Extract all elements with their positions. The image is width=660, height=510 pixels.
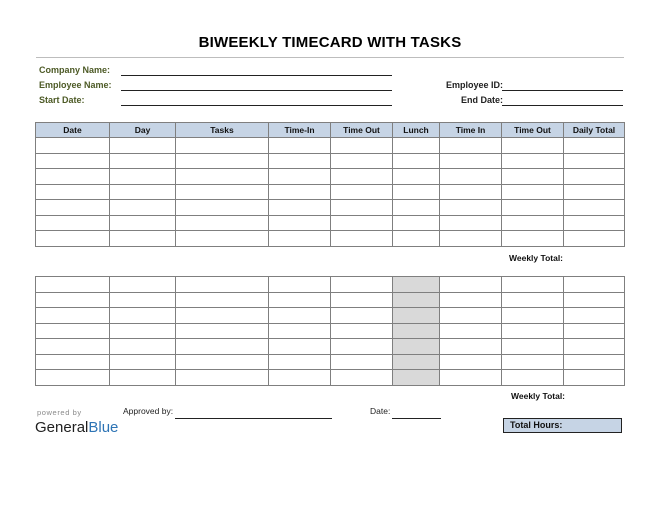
week2-cell-time-in[interactable] xyxy=(269,292,331,308)
employee-id-label: Employee ID: xyxy=(446,80,504,90)
week2-cell-date[interactable] xyxy=(36,323,110,339)
week1-cell-tasks[interactable] xyxy=(176,138,269,154)
col-time-in: Time-In xyxy=(269,123,331,138)
page-title: BIWEEKLY TIMECARD WITH TASKS xyxy=(198,34,462,51)
week1-timecard-table xyxy=(35,122,625,247)
week1-cell-date[interactable] xyxy=(36,138,110,154)
week2-cell-time-out[interactable] xyxy=(331,323,393,339)
week1-cell-time-out-2[interactable] xyxy=(502,184,564,200)
week2-cell-lunch[interactable] xyxy=(393,354,440,370)
week2-cell-tasks[interactable] xyxy=(176,308,269,324)
week2-cell-time-out[interactable] xyxy=(331,354,393,370)
week2-cell-lunch[interactable] xyxy=(393,292,440,308)
week1-header-row xyxy=(36,123,625,138)
week1-cell-tasks[interactable] xyxy=(176,153,269,169)
week2-cell-daily-total[interactable] xyxy=(564,354,625,370)
week1-cell-time-in[interactable] xyxy=(269,169,331,185)
week1-cell-time-out-2[interactable] xyxy=(502,169,564,185)
week2-cell-lunch[interactable] xyxy=(393,339,440,355)
week2-weekly-total-label: Weekly Total: xyxy=(511,391,566,401)
approved-by-label: Approved by: xyxy=(123,406,174,416)
company-name-label: Company Name: xyxy=(39,65,111,75)
employee-id-field[interactable] xyxy=(502,90,623,91)
week2-cell-date[interactable] xyxy=(36,308,110,324)
week2-cell-date[interactable] xyxy=(36,292,110,308)
week1-cell-day[interactable] xyxy=(110,200,176,216)
week2-row xyxy=(36,292,625,308)
week2-cell-day[interactable] xyxy=(110,323,176,339)
week1-cell-tasks[interactable] xyxy=(176,200,269,216)
week2-row xyxy=(36,339,625,355)
week2-cell-time-in-2[interactable] xyxy=(440,370,502,386)
week1-cell-time-out[interactable] xyxy=(331,231,393,247)
start-date-label: Start Date: xyxy=(39,95,85,105)
week1-cell-lunch[interactable] xyxy=(393,184,440,200)
week1-cell-time-out-2[interactable] xyxy=(502,153,564,169)
week1-cell-time-in-2[interactable] xyxy=(440,184,502,200)
week2-cell-tasks[interactable] xyxy=(176,323,269,339)
week1-row xyxy=(36,215,625,231)
week1-cell-tasks[interactable] xyxy=(176,169,269,185)
week2-timecard-table xyxy=(35,276,625,386)
week1-cell-tasks[interactable] xyxy=(176,184,269,200)
week1-cell-daily-total[interactable] xyxy=(564,231,625,247)
week2-row xyxy=(36,370,625,386)
week1-weekly-total-label: Weekly Total: xyxy=(509,253,564,263)
week1-cell-time-in-2[interactable] xyxy=(440,138,502,154)
week2-cell-time-out-2[interactable] xyxy=(502,292,564,308)
week2-cell-date[interactable] xyxy=(36,277,110,293)
week2-cell-time-in[interactable] xyxy=(269,323,331,339)
col-time-out-2: Time Out xyxy=(502,123,564,138)
week2-cell-time-in-2[interactable] xyxy=(440,292,502,308)
week2-cell-date[interactable] xyxy=(36,354,110,370)
week1-cell-date[interactable] xyxy=(36,153,110,169)
week1-cell-time-out[interactable] xyxy=(331,169,393,185)
week2-cell-time-in-2[interactable] xyxy=(440,308,502,324)
week1-cell-lunch[interactable] xyxy=(393,153,440,169)
week1-cell-time-in[interactable] xyxy=(269,184,331,200)
col-date: Date xyxy=(36,123,110,138)
week2-cell-time-out-2[interactable] xyxy=(502,339,564,355)
week1-cell-time-in[interactable] xyxy=(269,153,331,169)
approval-date-field[interactable] xyxy=(392,418,441,419)
week2-cell-tasks[interactable] xyxy=(176,370,269,386)
week1-cell-daily-total[interactable] xyxy=(564,169,625,185)
week1-cell-time-out[interactable] xyxy=(331,215,393,231)
week1-row xyxy=(36,200,625,216)
week1-cell-lunch[interactable] xyxy=(393,231,440,247)
employee-name-field[interactable] xyxy=(121,90,392,91)
week2-cell-lunch[interactable] xyxy=(393,277,440,293)
week1-cell-daily-total[interactable] xyxy=(564,184,625,200)
week1-cell-time-in[interactable] xyxy=(269,138,331,154)
col-lunch: Lunch xyxy=(393,123,440,138)
week1-cell-tasks[interactable] xyxy=(176,231,269,247)
week2-cell-lunch[interactable] xyxy=(393,308,440,324)
week2-cell-daily-total[interactable] xyxy=(564,308,625,324)
approval-date-label: Date: xyxy=(370,406,391,416)
week2-cell-tasks[interactable] xyxy=(176,339,269,355)
week1-cell-lunch[interactable] xyxy=(393,138,440,154)
week1-cell-time-out-2[interactable] xyxy=(502,231,564,247)
total-hours-box[interactable] xyxy=(503,418,622,433)
week2-cell-tasks[interactable] xyxy=(176,354,269,370)
week2-cell-day[interactable] xyxy=(110,292,176,308)
week2-cell-time-out-2[interactable] xyxy=(502,308,564,324)
total-hours-label: Total Hours: xyxy=(510,420,563,430)
week1-cell-lunch[interactable] xyxy=(393,169,440,185)
week2-cell-time-in-2[interactable] xyxy=(440,277,502,293)
week2-cell-time-out-2[interactable] xyxy=(502,277,564,293)
week2-cell-day[interactable] xyxy=(110,308,176,324)
powered-by-text: powered by xyxy=(37,408,82,417)
week2-cell-daily-total[interactable] xyxy=(564,323,625,339)
week2-cell-time-out[interactable] xyxy=(331,292,393,308)
week2-cell-daily-total[interactable] xyxy=(564,339,625,355)
week1-row xyxy=(36,169,625,185)
week1-cell-time-in-2[interactable] xyxy=(440,200,502,216)
col-time-in-2: Time In xyxy=(440,123,502,138)
week1-cell-daily-total[interactable] xyxy=(564,153,625,169)
week1-cell-day[interactable] xyxy=(110,153,176,169)
week1-cell-date[interactable] xyxy=(36,215,110,231)
week2-cell-date[interactable] xyxy=(36,370,110,386)
week1-row xyxy=(36,184,625,200)
title-divider xyxy=(36,57,624,58)
generalblue-logo xyxy=(35,419,118,436)
week1-cell-time-out-2[interactable] xyxy=(502,215,564,231)
week1-cell-time-in[interactable] xyxy=(269,215,331,231)
week2-row xyxy=(36,354,625,370)
week1-row xyxy=(36,153,625,169)
end-date-field[interactable] xyxy=(502,105,623,106)
week1-cell-time-in-2[interactable] xyxy=(440,153,502,169)
week2-cell-time-in[interactable] xyxy=(269,308,331,324)
approved-by-field[interactable] xyxy=(175,418,332,419)
week2-cell-tasks[interactable] xyxy=(176,277,269,293)
week1-cell-lunch[interactable] xyxy=(393,200,440,216)
week2-cell-time-out[interactable] xyxy=(331,308,393,324)
brand-name-part1: General xyxy=(35,419,89,436)
week1-cell-lunch[interactable] xyxy=(393,215,440,231)
week1-cell-day[interactable] xyxy=(110,231,176,247)
week1-cell-date[interactable] xyxy=(36,200,110,216)
col-day: Day xyxy=(110,123,176,138)
week1-row xyxy=(36,138,625,154)
week2-cell-time-in-2[interactable] xyxy=(440,339,502,355)
week1-row xyxy=(36,231,625,247)
week2-cell-day[interactable] xyxy=(110,370,176,386)
week1-cell-date[interactable] xyxy=(36,231,110,247)
week2-cell-time-out[interactable] xyxy=(331,339,393,355)
week1-cell-time-in-2[interactable] xyxy=(440,231,502,247)
week1-cell-time-out-2[interactable] xyxy=(502,138,564,154)
week2-cell-time-out[interactable] xyxy=(331,277,393,293)
week2-cell-daily-total[interactable] xyxy=(564,370,625,386)
week1-cell-day[interactable] xyxy=(110,184,176,200)
end-date-label: End Date: xyxy=(461,95,504,105)
brand-name-part2: Blue xyxy=(88,419,119,436)
week1-cell-time-in[interactable] xyxy=(269,231,331,247)
week2-cell-time-out-2[interactable] xyxy=(502,354,564,370)
week1-cell-daily-total[interactable] xyxy=(564,138,625,154)
start-date-field[interactable] xyxy=(121,105,392,106)
week2-cell-tasks[interactable] xyxy=(176,292,269,308)
week2-cell-daily-total[interactable] xyxy=(564,277,625,293)
week2-cell-time-in-2[interactable] xyxy=(440,354,502,370)
week2-cell-lunch[interactable] xyxy=(393,323,440,339)
week2-row xyxy=(36,323,625,339)
week1-cell-time-out-2[interactable] xyxy=(502,200,564,216)
week2-cell-time-in[interactable] xyxy=(269,354,331,370)
week2-cell-daily-total[interactable] xyxy=(564,292,625,308)
week1-cell-daily-total[interactable] xyxy=(564,215,625,231)
col-daily-total: Daily Total xyxy=(564,123,625,138)
week2-cell-time-out[interactable] xyxy=(331,370,393,386)
week2-cell-lunch[interactable] xyxy=(393,370,440,386)
week1-cell-time-out[interactable] xyxy=(331,200,393,216)
week2-cell-day[interactable] xyxy=(110,277,176,293)
employee-name-label: Employee Name: xyxy=(39,80,112,90)
week1-cell-time-out[interactable] xyxy=(331,138,393,154)
week1-cell-date[interactable] xyxy=(36,169,110,185)
week1-cell-time-in-2[interactable] xyxy=(440,215,502,231)
week1-cell-day[interactable] xyxy=(110,169,176,185)
week2-cell-day[interactable] xyxy=(110,354,176,370)
week1-cell-time-out[interactable] xyxy=(331,184,393,200)
week1-cell-date[interactable] xyxy=(36,184,110,200)
week2-cell-day[interactable] xyxy=(110,339,176,355)
company-name-field[interactable] xyxy=(121,75,392,76)
week2-cell-time-in-2[interactable] xyxy=(440,323,502,339)
week1-cell-day[interactable] xyxy=(110,138,176,154)
week2-cell-time-in[interactable] xyxy=(269,370,331,386)
week1-cell-tasks[interactable] xyxy=(176,215,269,231)
week1-cell-time-out[interactable] xyxy=(331,153,393,169)
week2-cell-date[interactable] xyxy=(36,339,110,355)
week2-row xyxy=(36,277,625,293)
week2-cell-time-out-2[interactable] xyxy=(502,370,564,386)
col-time-out: Time Out xyxy=(331,123,393,138)
week1-cell-day[interactable] xyxy=(110,215,176,231)
col-tasks: Tasks xyxy=(176,123,269,138)
week1-cell-time-in-2[interactable] xyxy=(440,169,502,185)
week2-cell-time-in[interactable] xyxy=(269,277,331,293)
week1-cell-daily-total[interactable] xyxy=(564,200,625,216)
week2-cell-time-out-2[interactable] xyxy=(502,323,564,339)
week1-cell-time-in[interactable] xyxy=(269,200,331,216)
week2-cell-time-in[interactable] xyxy=(269,339,331,355)
week2-row xyxy=(36,308,625,324)
